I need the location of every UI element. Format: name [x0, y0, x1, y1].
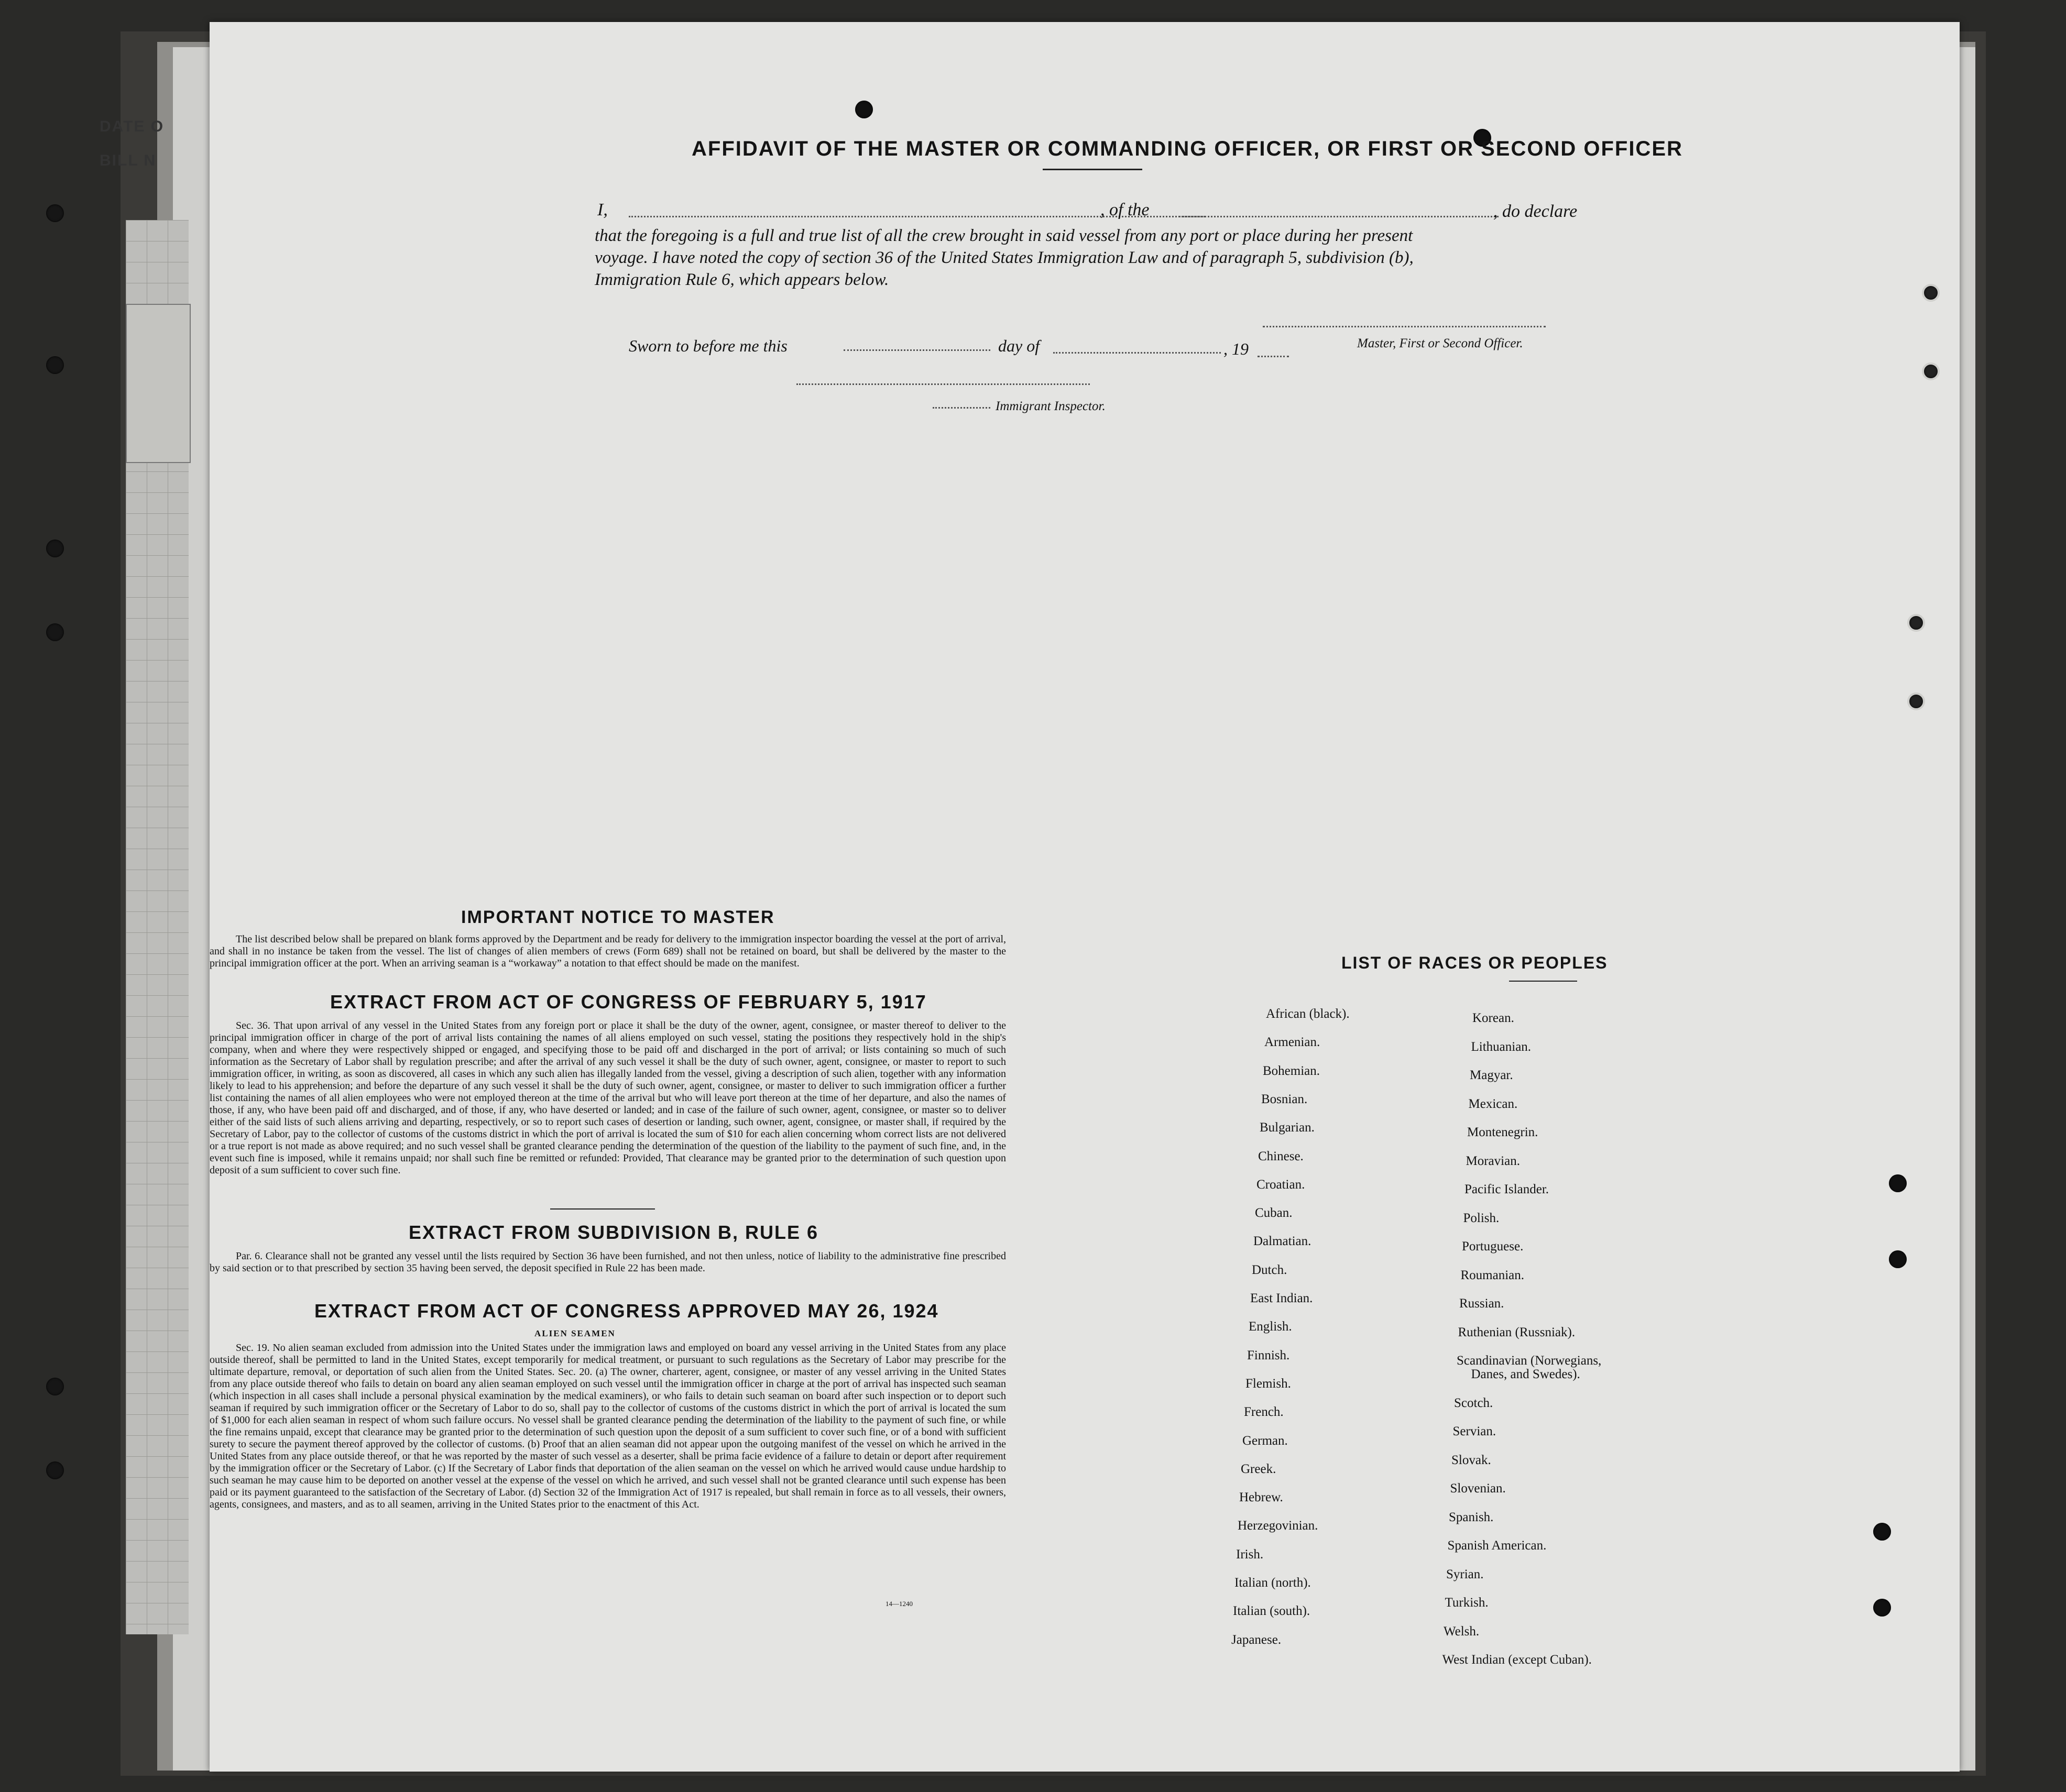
race-item: Korean.	[1472, 1011, 1514, 1025]
race-item: Mexican.	[1468, 1096, 1518, 1111]
affidavit-form-page	[210, 22, 1960, 1772]
side-label-box	[126, 304, 191, 463]
extract-1917-title: EXTRACT FROM ACT OF CONGRESS OF FEBRUARY 5, 1917	[330, 991, 927, 1013]
punch-hole	[1873, 1599, 1891, 1617]
binder-hole	[46, 1461, 64, 1479]
race-item: Chinese.	[1258, 1149, 1304, 1163]
race-item: Armenian.	[1264, 1035, 1320, 1050]
master-signature-field[interactable]	[1263, 326, 1546, 327]
race-item: West Indian (except Cuban).	[1442, 1653, 1592, 1667]
affidavit-line-4: Immigration Rule 6, which appears below.	[595, 270, 889, 289]
of-the-label: , of the	[1100, 200, 1150, 219]
punch-hole	[1907, 692, 1925, 710]
bill-label: BILL N	[100, 152, 157, 169]
race-item: Danes, and Swedes).	[1471, 1367, 1580, 1381]
race-item: Roumanian.	[1460, 1268, 1525, 1282]
extract-rule6-body: Par. 6. Clearance shall not be granted any vessel until the lists required by Section 36 have been furnished, and not then unless, notice of liability to the administrative fine prescribed by said section or to that prescribed by section 35 having been served, the deposit specified in Rule 22 has been made.	[210, 1250, 1006, 1274]
binder-hole	[46, 204, 64, 222]
inspector-signature-field[interactable]	[796, 383, 1090, 385]
binder-hole	[46, 540, 64, 557]
race-item: Welsh.	[1444, 1624, 1480, 1639]
sworn-month-field[interactable]	[1053, 352, 1221, 354]
punch-hole	[1922, 284, 1940, 302]
affidavit-line-3: voyage. I have noted the copy of section 36 of the United States Immigration Law and of paragraph 5, subdivision (b),	[595, 248, 1414, 267]
vessel-name-field[interactable]	[1179, 216, 1499, 217]
race-item: Polish.	[1463, 1211, 1500, 1225]
race-item: Ruthenian (Russniak).	[1458, 1325, 1576, 1339]
inspector-caption-leader	[933, 407, 990, 409]
extract-1917-body: Sec. 36. That upon arrival of any vessel in the United States from any foreign port or place it shall be the duty of the owner, agent, consignee, or master thereof to deliver to the principal immigration officer in charge of the port of arrival lists containing the names of all aliens employed on such vessel, stating the positions they respectively hold in the ship's company, when and where they were respectively shipped or engaged, and specifying those to be paid off and discharged in the port of arrival; or lists containing so much of such information as the Secretary of Labor shall by regulation prescribe; and after the arrival of any such vessel it shall be the duty of such owner, agent, consignee, or master to report to such immigration officer, in writing, as soon as discovered, all cases in which any such alien has illegally landed from the vessel, giving a description of such alien, together with any information likely to lead to his apprehension; and before the departure of any such vessel it shall be the duty of such owner, agent, consignee, or master to deliver to such immigration officer a further list containing the names of all alien employees who were not employed thereon at the time of the arrival but who will leave port thereon at the time of her departure, and also the names of those, if any, who have been paid off and discharged, and of those, if any, who have deserted or landed; and in case of the failure of such owner, agent, consignee, or master so to deliver either of the said lists of such aliens arriving and departing, respectively, or so to report such cases of desertion or landing, such owner, agent, consignee, or master shall, if required by the Secretary of Labor, pay to the collector of customs of the customs district in which the port of arrival is located the sum of $10 for each alien concerning whom correct lists are not delivered or a true report is not made as above required; and no such vessel shall be granted clearance pending the determination of the question of the liability to the payment of such fine, and, in the event such fine is imposed, while it remains unpaid; nor shall such fine be remitted or refunded: Provided, That clearance may be granted prior to the determination of such question upon deposit of a sum sufficient to cover such fine.	[210, 1020, 1006, 1176]
race-item: Cuban.	[1255, 1206, 1293, 1221]
sworn-year-field[interactable]	[1258, 356, 1289, 357]
extract-1924-subtitle: ALIEN SEAMEN	[534, 1328, 616, 1338]
race-item: Dalmatian.	[1253, 1234, 1311, 1249]
date-label: DATE O	[100, 118, 165, 135]
race-item: Dutch.	[1252, 1262, 1287, 1277]
punch-hole	[1889, 1250, 1907, 1268]
race-item: Pacific Islander.	[1464, 1182, 1549, 1196]
notice-title: IMPORTANT NOTICE TO MASTER	[461, 907, 775, 927]
race-item: Spanish American.	[1447, 1538, 1547, 1553]
binder-hole	[46, 1378, 64, 1395]
race-item: Servian.	[1452, 1424, 1496, 1438]
race-item: Moravian.	[1466, 1153, 1520, 1168]
race-item: English.	[1249, 1320, 1292, 1334]
race-item: German.	[1242, 1433, 1288, 1448]
race-item: Herzegovinian.	[1238, 1519, 1318, 1533]
race-item: Irish.	[1236, 1547, 1264, 1562]
races-underline	[1509, 981, 1577, 982]
race-item: Italian (south).	[1233, 1604, 1310, 1619]
race-item: Bohemian.	[1263, 1063, 1320, 1078]
extract-rule6-title: EXTRACT FROM SUBDIVISION B, RULE 6	[409, 1222, 819, 1243]
race-item: Slovenian.	[1450, 1481, 1506, 1496]
section-divider	[550, 1208, 655, 1210]
do-declare-label: , do declare	[1493, 202, 1578, 221]
race-item: Hebrew.	[1239, 1490, 1283, 1505]
race-item: Japanese.	[1231, 1632, 1282, 1647]
master-signature-caption: Master, First or Second Officer.	[1357, 336, 1523, 350]
affiant-label: I,	[597, 200, 608, 219]
race-item: African (black).	[1266, 1007, 1350, 1021]
race-item: Spanish.	[1449, 1510, 1494, 1524]
punch-hole	[855, 101, 873, 118]
affidavit-title: AFFIDAVIT OF THE MASTER OR COMMANDING OFFICER, OR FIRST OR SECOND OFFICER	[692, 137, 1683, 160]
punch-hole	[1922, 362, 1940, 380]
race-item: Turkish.	[1445, 1596, 1489, 1610]
sworn-day-field[interactable]	[844, 349, 990, 351]
sworn-label: Sworn to before me this	[629, 336, 788, 355]
year-label: , 19	[1223, 339, 1249, 358]
affidavit-line-2: that the foregoing is a full and true list of all the crew brought in said vessel from any port or place during her present	[595, 226, 1413, 245]
race-item: Italian (north).	[1234, 1576, 1311, 1590]
punch-hole	[1873, 1523, 1891, 1541]
extract-1924-body: Sec. 19. No alien seaman excluded from admission into the United States under the immigration laws and employed on board any vessel arriving in the United States from any place outside thereof, shall be permitted to land in the United States, except temporarily for medical treatment, or pursuant to such regulations as the Secretary of Labor may prescribe for the ultimate departure, removal, or deportation of such alien from the United States. Sec. 20. (a) The owner, charterer, agent, consignee, or master of any vessel arriving in the United States from any place outside thereof who fails to detain on board any alien seaman employed on such vessel until the immigration officer in charge at the port of arrival has inspected such seaman (which inspection in all cases shall include a personal physical examination by the medical examiners), or who fails to detain such seaman on board after such inspection or to deport such seaman if required by such immigration officer or the Secretary of Labor to do so, shall pay to the collector of customs of the customs district in which the port of arrival is located the sum of $1,000 for each alien seaman in respect of whom such failure occurs. No vessel shall be granted clearance pending the determination of the liability to the payment of such fine, or while the fine remains unpaid, except that clearance may be granted prior to the determination of such question upon the deposit of a sum sufficient to cover such fine, or of a bond with sufficient surety to secure the payment thereof approved by the collector of customs. (b) Proof that an alien seaman did not appear upon the outgoing manifest of the vessel on which he arrived in the United States from any place outside thereof, or that he was reported by the master of such vessel as a deserter, shall be prima facie evidence of a failure to detain or deport after requirement by the immigration officer or the Secretary of Labor. (c) If the Secretary of Labor finds that deportation of the alien seaman on the vessel on which he arrived would cause undue hardship to such seaman he may cause him to be deported on another vessel at the expense of the vessel on which he arrived, and such vessel shall not be granted clearance until such expense has been paid or its payment guaranteed to the satisfaction of the Secretary of Labor. (d) Section 32 of the Immigration Act of 1917 is repealed, but shall remain in force as to all vessels, their owners, agents, consignees, and masters, and as to all seamen, arriving in the United States prior to the enactment of this Act.	[210, 1342, 1006, 1510]
binder-hole	[46, 623, 64, 641]
race-item: Croatian.	[1256, 1177, 1305, 1192]
race-item: East Indian.	[1250, 1291, 1313, 1305]
form-number: 14—1240	[886, 1600, 913, 1608]
race-item: Bulgarian.	[1260, 1120, 1315, 1135]
race-item: Magyar.	[1470, 1068, 1513, 1082]
race-item: Slovak.	[1451, 1453, 1491, 1467]
race-item: Finnish.	[1247, 1348, 1290, 1362]
race-item: French.	[1244, 1405, 1284, 1420]
race-item: Montenegrin.	[1467, 1125, 1538, 1139]
punch-hole	[1907, 614, 1925, 632]
inspector-caption: Immigrant Inspector.	[996, 399, 1106, 413]
extract-1924-title: EXTRACT FROM ACT OF CONGRESS APPROVED MAY 26, 1924	[314, 1300, 939, 1322]
day-of-label: day of	[998, 336, 1040, 355]
race-item: Bosnian.	[1261, 1092, 1308, 1106]
race-item: Syrian.	[1446, 1567, 1484, 1581]
title-underline	[1043, 169, 1142, 170]
race-item: Portuguese.	[1462, 1239, 1524, 1254]
notice-body: The list described below shall be prepared on blank forms approved by the Department and be ready for delivery to the immigration inspector boarding the vessel at the port of arrival, and shall in no instance be taken from the vessel. The list of changes of alien members of crews (Form 689) shall not be retained on board, but shall be delivered by the master to the principal immigration officer at the port. When an arriving seaman is a “workaway” a notation to that effect should be made on the manifest.	[210, 933, 1006, 969]
race-item: Russian.	[1459, 1296, 1504, 1311]
race-item: Scotch.	[1454, 1395, 1493, 1410]
race-item: Scandinavian (Norwegians,	[1457, 1354, 1602, 1368]
races-title: LIST OF RACES OR PEOPLES	[1341, 953, 1608, 972]
race-item: Lithuanian.	[1471, 1039, 1532, 1054]
race-item: Greek.	[1241, 1461, 1276, 1476]
binder-hole	[46, 356, 64, 374]
punch-hole	[1889, 1174, 1907, 1192]
race-item: Flemish.	[1245, 1376, 1291, 1391]
